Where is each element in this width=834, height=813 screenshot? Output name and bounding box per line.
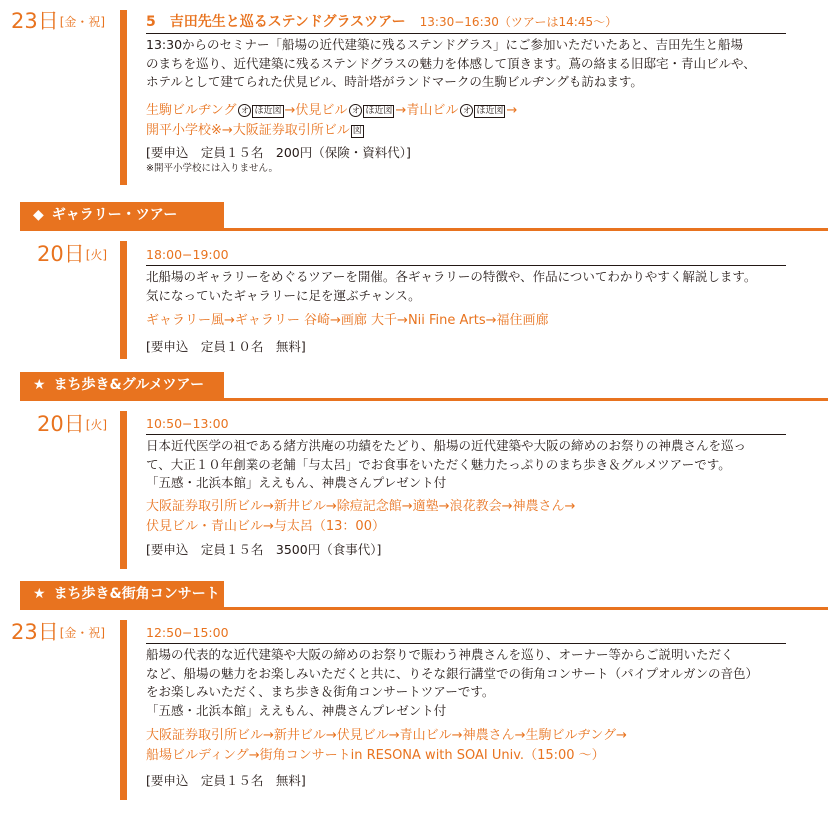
event-description: 北船場のギャラリーをめぐるツアーを開催。各ギャラリーの特徴や、作品についてわかりやすく解説します。 気になっていたギャラリーに足を運ぶチャンス。 — [146, 269, 757, 303]
event-description: 日本近代医学の祖である緒方洪庵の功績をたどり、船場の近代建築や大阪の締めのお祭りの神農さんを巡っ て、大正１０年創業の老舗「与太呂」でお食事をいただく魅力たっぷりのまち歩き＆グルメツアーです。 「五感・北浜本館」ええもん、神農さんプレゼント付 — [146, 438, 747, 490]
accent-bar — [120, 10, 127, 185]
route-line: 開平小学校※→大阪証券取引所ビル 図 — [146, 122, 362, 138]
event-info: [要申込 定員１５名 200円（保険・資料代）] — [146, 144, 411, 160]
divider — [146, 265, 786, 266]
event-note: ※開平小学校には入りません。 — [146, 162, 279, 174]
event-time: 10:50−13:00 — [146, 416, 229, 431]
event-date: 23日[金・祝] — [11, 620, 106, 644]
route: ギャラリー風→ギャラリー 谷崎→画廊 大千→Nii Fine Arts→福住画廊 — [146, 313, 549, 328]
event-info: [要申込 定員１０名 無料] — [146, 339, 306, 354]
star-icon: ★ — [33, 586, 46, 602]
event-description: 13:30からのセミナー「船場の近代建築に残るステンドグラス」にご参加いただいたあと、吉田先生と船場 のまちを巡り、近代建築に残るステンドグラスの魅力を体感して頂きます。蔦の絡まる旧邸宅・青山ビルや、 ホテルとして建てられた伏見ビル、時計塔がランドマークの生駒ビルヂングも訪ねます。 — [146, 37, 756, 89]
event-time: 18:00−19:00 — [146, 247, 229, 262]
route-line: 生駒ビルヂング オ ほ近図 →伏見ビル オ ほ近図 →青山ビル オ ほ近図 → — [146, 102, 518, 118]
diamond-icon: ◆ — [33, 207, 44, 223]
accent-bar — [120, 411, 127, 569]
event-info: [要申込 定員１５名 無料] — [146, 773, 306, 788]
event-card — [146, 624, 786, 790]
accent-bar — [120, 241, 127, 359]
event-time: 13:30−16:30（ツアーは14:45〜） — [419, 15, 618, 29]
divider — [146, 643, 786, 644]
event-time: 12:50−15:00 — [146, 625, 229, 640]
event-description: 船場の代表的な近代建築や大阪の締めのお祭りで賑わう神農さんを巡り、オーナー等からご説明いただく など、船場の魅力をお楽しみいただくと共に、りそな銀行講堂での街角コンサート（パイプオルガンの音色） をお楽しみいただく、まち歩き＆街角コンサートツアーです。 「五感・北浜本館」ええもん、神農さんプレゼント付 — [146, 647, 759, 718]
event-date: 20日[火] — [37, 242, 108, 266]
section-header: ★ まち歩き&街角コンサート — [20, 581, 828, 610]
star-icon: ★ — [33, 377, 46, 393]
event-info: [要申込 定員１５名 3500円（食事代）] — [146, 541, 382, 557]
section-header: ★ まち歩き&グルメツアー — [20, 372, 828, 401]
accent-bar — [120, 620, 127, 800]
event-date: 23日[金・祝] — [11, 9, 106, 33]
section-header: ◆ ギャラリー・ツアー — [20, 202, 828, 231]
route: 大阪証券取引所ビル→新井ビル→伏見ビル→青山ビル→神農さん→生駒ビルヂング→ 船場ビルディング→街角コンサートin RESONA with SOAI Univ.（15:00 〜） — [146, 728, 627, 763]
divider — [146, 33, 786, 34]
event-title: 5 吉田先生と巡るステンドグラスツアー 13:30−16:30（ツアーは14:45〜） — [146, 14, 618, 30]
event-card — [146, 12, 786, 175]
divider — [146, 434, 786, 435]
route — [146, 101, 786, 141]
route: 大阪証券取引所ビル→新井ビル→除痘記念館→適塾→浪花教会→神農さん→ 伏見ビル・青山ビル→与太呂（13：00） — [146, 498, 576, 534]
event-card — [146, 415, 786, 559]
event-card — [146, 246, 786, 356]
event-date: 20日[火] — [37, 412, 108, 436]
